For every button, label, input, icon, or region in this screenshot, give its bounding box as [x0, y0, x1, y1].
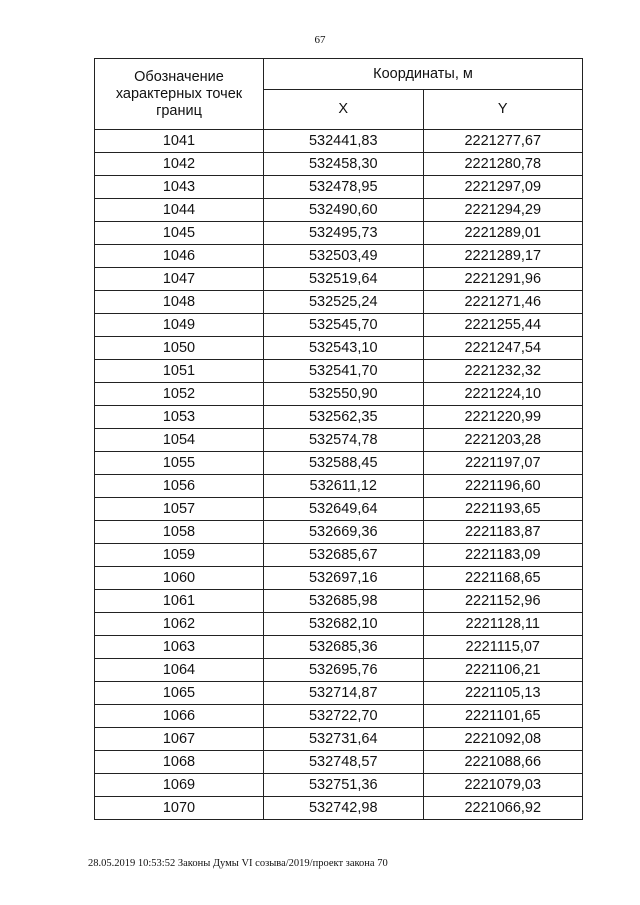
table-row	[95, 406, 583, 429]
cell-y: 2221271,46	[423, 291, 583, 314]
cell-y: 2221255,44	[423, 314, 583, 337]
cell-point: 1063	[95, 636, 264, 659]
cell-y: 2221289,17	[423, 245, 583, 268]
cell-x: 532441,83	[264, 130, 424, 153]
cell-y: 2221092,08	[423, 728, 583, 751]
cell-x: 532697,16	[264, 567, 424, 590]
cell-point: 1055	[95, 452, 264, 475]
cell-y: 2221247,54	[423, 337, 583, 360]
cell-x: 532742,98	[264, 797, 424, 820]
cell-point: 1051	[95, 360, 264, 383]
cell-y: 2221297,09	[423, 176, 583, 199]
cell-y: 2221115,07	[423, 636, 583, 659]
cell-point: 1043	[95, 176, 264, 199]
table-row	[95, 130, 583, 153]
header-point-designation: Обозначение характерных точек границ	[95, 59, 264, 130]
table-row	[95, 682, 583, 705]
cell-x: 532748,57	[264, 751, 424, 774]
table-row	[95, 751, 583, 774]
cell-point: 1049	[95, 314, 264, 337]
cell-y: 2221289,01	[423, 222, 583, 245]
cell-y: 2221193,65	[423, 498, 583, 521]
cell-y: 2221280,78	[423, 153, 583, 176]
cell-y: 2221197,07	[423, 452, 583, 475]
cell-y: 2221105,13	[423, 682, 583, 705]
header-coordinates: Координаты, м	[264, 59, 583, 90]
table-row	[95, 314, 583, 337]
cell-x: 532682,10	[264, 613, 424, 636]
table-row	[95, 199, 583, 222]
cell-y: 2221224,10	[423, 383, 583, 406]
cell-point: 1053	[95, 406, 264, 429]
cell-x: 532714,87	[264, 682, 424, 705]
table-row	[95, 268, 583, 291]
cell-point: 1062	[95, 613, 264, 636]
cell-point: 1061	[95, 590, 264, 613]
header-x: X	[264, 90, 424, 130]
cell-point: 1066	[95, 705, 264, 728]
cell-y: 2221128,11	[423, 613, 583, 636]
table-row	[95, 590, 583, 613]
cell-x: 532541,70	[264, 360, 424, 383]
table-row	[95, 705, 583, 728]
cell-y: 2221152,96	[423, 590, 583, 613]
cell-point: 1042	[95, 153, 264, 176]
table-row	[95, 636, 583, 659]
table-row	[95, 774, 583, 797]
cell-y: 2221088,66	[423, 751, 583, 774]
table-row	[95, 659, 583, 682]
cell-y: 2221294,29	[423, 199, 583, 222]
footer-document-stamp: 28.05.2019 10:53:52 Законы Думы VI созыва/2019/проект закона 70	[88, 858, 388, 869]
cell-y: 2221277,67	[423, 130, 583, 153]
cell-point: 1052	[95, 383, 264, 406]
cell-x: 532669,36	[264, 521, 424, 544]
table-row	[95, 245, 583, 268]
cell-point: 1044	[95, 199, 264, 222]
cell-x: 532649,64	[264, 498, 424, 521]
cell-x: 532458,30	[264, 153, 424, 176]
cell-point: 1068	[95, 751, 264, 774]
cell-x: 532562,35	[264, 406, 424, 429]
table-row	[95, 383, 583, 406]
table-row	[95, 153, 583, 176]
table-row	[95, 613, 583, 636]
table-row	[95, 452, 583, 475]
cell-y: 2221079,03	[423, 774, 583, 797]
cell-x: 532545,70	[264, 314, 424, 337]
cell-point: 1041	[95, 130, 264, 153]
cell-point: 1069	[95, 774, 264, 797]
cell-x: 532731,64	[264, 728, 424, 751]
cell-point: 1054	[95, 429, 264, 452]
cell-x: 532503,49	[264, 245, 424, 268]
cell-point: 1070	[95, 797, 264, 820]
cell-x: 532495,73	[264, 222, 424, 245]
cell-x: 532588,45	[264, 452, 424, 475]
cell-point: 1047	[95, 268, 264, 291]
page-number: 67	[314, 34, 326, 46]
cell-x: 532574,78	[264, 429, 424, 452]
cell-x: 532525,24	[264, 291, 424, 314]
cell-y: 2221196,60	[423, 475, 583, 498]
cell-point: 1046	[95, 245, 264, 268]
cell-y: 2221203,28	[423, 429, 583, 452]
cell-y: 2221220,99	[423, 406, 583, 429]
cell-point: 1059	[95, 544, 264, 567]
cell-y: 2221106,21	[423, 659, 583, 682]
table-row	[95, 475, 583, 498]
cell-point: 1067	[95, 728, 264, 751]
cell-point: 1050	[95, 337, 264, 360]
table-row	[95, 222, 583, 245]
cell-x: 532478,95	[264, 176, 424, 199]
cell-y: 2221066,92	[423, 797, 583, 820]
table-row	[95, 291, 583, 314]
table-row	[95, 176, 583, 199]
table-row	[95, 544, 583, 567]
cell-point: 1058	[95, 521, 264, 544]
cell-x: 532519,64	[264, 268, 424, 291]
table-row	[95, 728, 583, 751]
cell-y: 2221183,87	[423, 521, 583, 544]
header-y: Y	[423, 90, 583, 130]
cell-y: 2221168,65	[423, 567, 583, 590]
cell-point: 1057	[95, 498, 264, 521]
coordinates-table	[94, 58, 583, 820]
cell-x: 532695,76	[264, 659, 424, 682]
cell-x: 532685,36	[264, 636, 424, 659]
table-row	[95, 797, 583, 820]
table-row	[95, 521, 583, 544]
cell-x: 532543,10	[264, 337, 424, 360]
cell-x: 532685,98	[264, 590, 424, 613]
cell-point: 1045	[95, 222, 264, 245]
table-row	[95, 429, 583, 452]
cell-point: 1056	[95, 475, 264, 498]
cell-point: 1060	[95, 567, 264, 590]
cell-x: 532685,67	[264, 544, 424, 567]
cell-y: 2221101,65	[423, 705, 583, 728]
cell-y: 2221183,09	[423, 544, 583, 567]
table-row	[95, 337, 583, 360]
cell-x: 532550,90	[264, 383, 424, 406]
cell-x: 532611,12	[264, 475, 424, 498]
cell-x: 532751,36	[264, 774, 424, 797]
cell-y: 2221232,32	[423, 360, 583, 383]
table-row	[95, 498, 583, 521]
cell-x: 532722,70	[264, 705, 424, 728]
cell-point: 1064	[95, 659, 264, 682]
cell-y: 2221291,96	[423, 268, 583, 291]
cell-x: 532490,60	[264, 199, 424, 222]
table-row	[95, 567, 583, 590]
table-row	[95, 360, 583, 383]
cell-point: 1065	[95, 682, 264, 705]
cell-point: 1048	[95, 291, 264, 314]
